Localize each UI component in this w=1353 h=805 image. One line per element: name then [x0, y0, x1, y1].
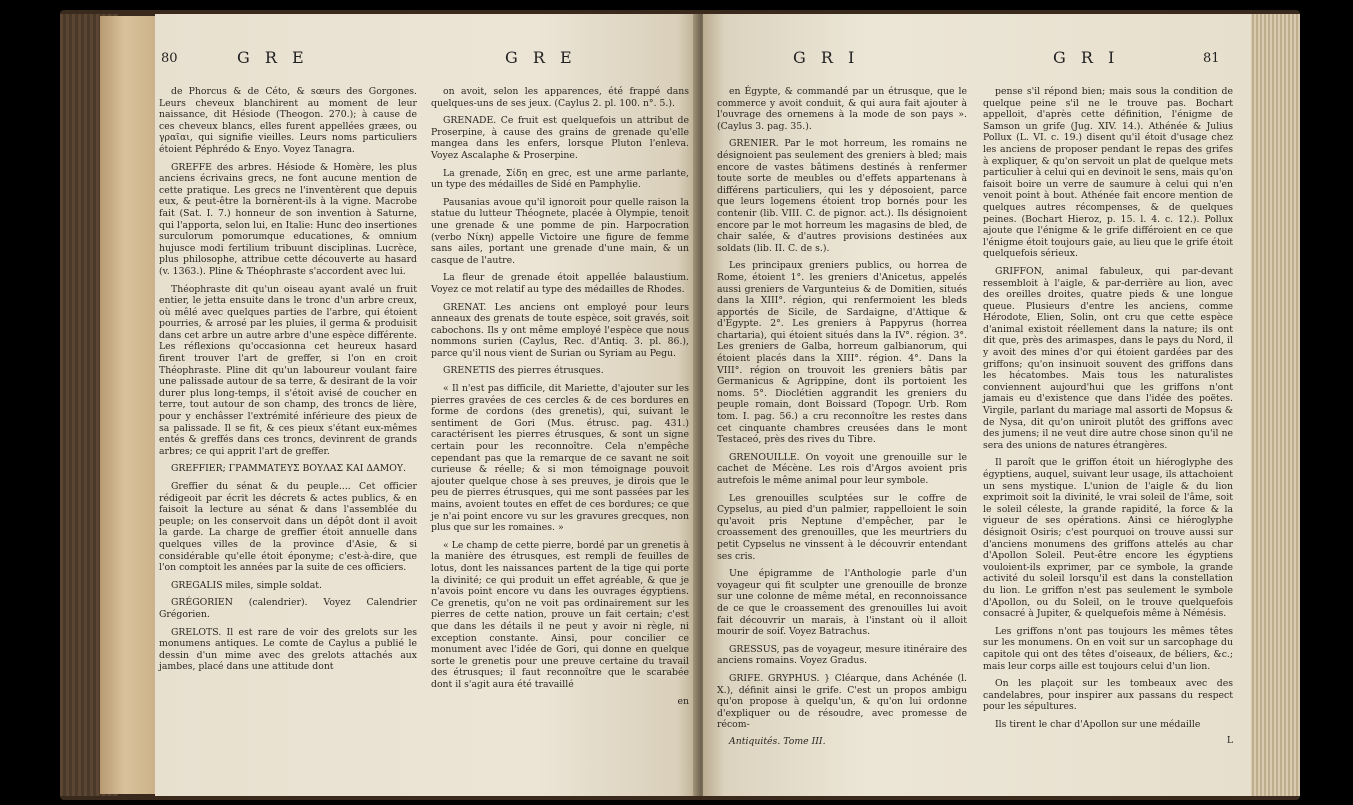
- right-page: [703, 14, 1251, 796]
- article-paragraph: La fleur de grenade étoit appellée balaustium. Voyez ce mot relatif au type des médailles de Rhodes.: [431, 272, 689, 295]
- signature-mark: L: [1226, 735, 1233, 747]
- article-paragraph: « Il n'est pas difficile, dit Mariette, d'ajouter sur les pierres gravées de ces cercles & de ces bordures en forme de cordons (des grenetis), qui, suivant le sentiment de Gori (Mus. étrusc. pag. 431.) caractérisent les pierres étrusques, & sont un signe certain pour les reconnoître. Cela n'empêche cependant pas que la remarque de ce savant ne soit curieuse & réelle; & si mon témoignage pouvoit ajouter quelque chose à ses preuves, je dirois que le peu de pierres étrusques, qui me sont passées par les mains, avoient toutes en effet de ces bordures; ce que je n'ai point encore vu sur les gravures grecques, non plus que sur les romaines. »: [431, 383, 689, 534]
- left-page: [155, 14, 700, 796]
- right-header-keyword-2: G R I: [1053, 48, 1120, 67]
- catchword: en: [677, 695, 689, 707]
- article-paragraph: GREFFE des arbres. Hésiode & Homère, les plus anciens écrivains grecs, ne font aucune mention de cette pratique. Les grecs ne l'inventèrent que depuis eux, & peut-être la bornèrent-ils à la vigne. Macrobe fait (Sat. I. 7.) honneur de son invention à Saturne, qui l'apporta, selon lui, en Italie: Hunc deo insertiones surculorum pomorumque educationes, & omnium hujusce modi fertilium tribuunt disciplinas. Lucrèce, plus philosophe, attribue cette découverte au hasard (v. 1363.). Pline & Théophraste s'accordent avec lui.: [159, 161, 417, 277]
- right-page-header: [703, 48, 1251, 70]
- article-paragraph: GRENETIS des pierres étrusques.: [443, 365, 604, 377]
- article-paragraph: pense s'il répond bien; mais sous la condition de quelque peine s'il ne le trouve pas. Bochart appelloit, d'après cette définition, l'énigme de Samson un grife (Jug. XIV. 14.). Athénée & Julius Pollux (L. VI. c. 19.) disent qu'il étoit d'usage chez les anciens de proposer pendant le repas des grifes à expliquer, & qu'on servoit un plat de quelque mets particulier à celui qui en devinoit le sens, mais qu'on faisoit boire un verre de saumure à celui qui n'en venoit point à bout. Athénée fait encore mention de quelques autres récompenses, & de quelques peines. (Bochart Hieroz, p. 15. l. 4. c. 12.). Pollux ajoute que l'énigme & le grife différoient en ce que l'énigme étoit toujours gaie, au lieu que le grife étoit quelquefois sérieux.: [983, 86, 1233, 260]
- article-paragraph: GREGALIS miles, simple soldat.: [171, 579, 322, 591]
- article-paragraph: « Le champ de cette pierre, bordé par un grenetis à la manière des étrusques, est rempli de feuilles de lotus, dont les naissances partent de la tige qui porte la divinité; ce qui produit un effet agréable, & que je n'avois point encore vu dans les ouvrages égyptiens. Ce grenetis, qu'on ne voit pas ordinairement sur les pierres de cette nation, prouve un fait certain; c'est que dans les détails il ne peut y avoir ni règle, ni exception constante. Ainsi, pour concilier ce monument avec l'idée de Gori, qui donne en quelque sorte le grenetis pour une preuve certaine du travail des étrusques; il faut reconnoître que le scarabée dont il s'agit aura été travaillé: [431, 539, 689, 690]
- right-header-keyword-1: G R I: [793, 48, 860, 67]
- article-paragraph: GRESSUS, pas de voyageur, mesure itinéraire des anciens romains. Voyez Gradus.: [717, 643, 967, 667]
- article-paragraph: Pausanias avoue qu'il ignoroit pour quelle raison la statue du lutteur Théognete, placée à Olympie, tenoit une grenade & une pomme de pin. Harpocration (verbo Νίκη) appelle Victoire une figure de femme sans ailes, portant une grenade d'une main, & un casque de l'autre.: [431, 196, 689, 266]
- article-paragraph: La grenade, Σίδη en grec, est une arme parlante, un type des médailles de Sidé en Pamphylie.: [431, 167, 689, 191]
- article-paragraph: Les griffons n'ont pas toujours les mêmes têtes sur les monumens. On en voit sur un sarcophage du capitole qui ont des têtes d'oiseaux, de béliers, &c.; mais leur corps aille est toujours celui d'un lion.: [983, 625, 1233, 672]
- right-page-stack: [1246, 14, 1300, 796]
- open-book: [60, 10, 1300, 800]
- article-paragraph: On les plaçoit sur les tombeaux avec des candelabres, pour inspirer aux passans du respect pour les sépultures.: [983, 678, 1233, 713]
- article-paragraph: Une épigramme de l'Anthologie parle d'un voyageur qui fit sculpter une grenouille de bronze sur une colonne de même métal, en reconnoissance de ce que le croassement des grenouilles lui avoit fait découvrir un marais, à l'instant où il alloit mourir de soif. Voyez Batrachus.: [717, 568, 967, 638]
- article-paragraph: GRIFFON, animal fabuleux, qui par-devant ressembloit à l'aigle, & par-derrière au lion, avec des oreilles droites, quatre pieds & une longue queue. Plusieurs d'entre les anciens, comme Hérodote, Elien, Solin, ont cru que cette espèce d'animal existoit réellement dans la nature; ils ont dit que, près des arimaspes, dans le pays du Nord, il y avoit des mines d'or qui étoient gardées par des griffons; qu'on insinuoit souvent des griffons dans les hécatombes. Mais tous les naturalistes conviennent aujourd'hui que les griffons n'ont jamais eu d'existence que dans l'idée des poëtes. Virgile, parlant du mariage mal assorti de Mopsus & de Nysa, dit qu'on uniroit plutôt des griffons avec des jumens; il ne veut dire autre chose sinon qu'il ne sera des unions de natures étrangères.: [983, 265, 1233, 451]
- article-paragraph: Théophraste dit qu'un oiseau ayant avalé un fruit entier, le jetta ensuite dans le tronc d'un arbre creux, où mêlé avec quelques parties de l'arbre, qui étoient pourries, & arrosé par les pluies, il germa & produisit dans cet arbre un autre arbre d'une espèce différente. Les réflexions qu'occasionna cet heureux hasard firent trouver l'art de greffer, si l'on en croit Théophraste. Pline dit qu'un laboureur voulant faire une palissade autour de sa terre, & desirant de la voir durer plus long-temps, il s'étoit avisé de coucher en terre, tout autour de son champ, des troncs de lière, pour y enchâsser l'extrémité inférieure des pieux de sa palissade. Il se fit, & ces pieux s'étant eux-mêmes entés & greffés dans ces troncs, devinrent de grands arbres; ce qui apprit l'art de greffer.: [159, 283, 417, 457]
- volume-signature: Antiquités. Tome III.: [729, 735, 826, 747]
- article-paragraph: GRIFE. GRYPHUS. } Cléarque, dans Achénée (l. X.), définit ainsi le grife. C'est un propos ambigu qu'on propose à quelqu'un, & qu'on lui ordonne d'expliquer ou de résoudre, avec promesse de récom-: [717, 672, 967, 731]
- left-page-number: 80: [161, 51, 178, 66]
- article-paragraph: GRELOTS. Il est rare de voir des grelots sur les monumens antiques. Le comte de Caylus a publié le dessin d'un mime avec des grelots attachés aux jambes, placé dans une attitude dont: [159, 626, 417, 673]
- article-paragraph: on avoit, selon les apparences, été frappé dans quelques-uns de ses jeux. (Caylus 2. pl. 100. n°. 5.).: [431, 86, 689, 109]
- article-paragraph: Les grenouilles sculptées sur le coffre de Cypselus, au pied d'un palmier, rappelloient le soin qu'avoit pris Neptune d'empêcher, par le croassement des grenouilles, que les meurtriers du petit Cypselus ne vinssent à le découvrir entendant ses cris.: [717, 492, 967, 562]
- article-paragraph: en Égypte, & commandé par un étrusque, que le commerce y avoit conduit, & qui aura fait ajouter à l'ouvrage des ornemens à la mode de son pays ». (Caylus 3. pag. 35.).: [717, 86, 967, 132]
- left-page-edge-strip: [100, 16, 162, 794]
- right-page-number: 81: [1203, 51, 1220, 66]
- article-paragraph: Greffier du sénat & du peuple.... Cet officier rédigeoit par écrit les décrets & actes publics, & en faisoit la lecture au sénat & dans l'assemblée du peuple; on les conservoit dans un dépôt dont il avoit la garde. La charge de greffier étoit annuelle dans quelques villes de la province d'Asie, & si considérable qu'elle étoit éponyme; c'est-à-dire, que l'on comptoit les années par la suite de ces officiers.: [159, 481, 417, 574]
- article-paragraph: GRENADE. Ce fruit est quelquefois un attribut de Proserpine, à cause des grains de grenade qu'elle mangea dans les enfers, lorsque Pluton l'enleva. Voyez Ascalaphe & Proserpine.: [431, 115, 689, 161]
- article-paragraph: GRENIER. Par le mot horreum, les romains ne désignoient pas seulement des greniers à bled; mais encore de vastes bâtimens destinés à renfermer toute sorte de meubles ou d'effets appartenans à différens particuliers, qui les y déposoient, parce que leurs logemens étoient trop bornés pour les contenir (lib. VIII. C. de pignor. act.). Ils désignoient encore par le mot horreum les magasins de bled, de chair salée, & d'autres provisions destinées aux soldats (lib. II. C. de s.).: [717, 138, 967, 254]
- left-page-column-2: [431, 80, 689, 707]
- left-page-column-1: [159, 80, 417, 678]
- article-paragraph: Ils tirent le char d'Apollon sur une médaille: [995, 718, 1201, 730]
- article-paragraph: GREFFIER; ΓΡΑΜΜΑΤΕΥΣ ΒΟΥΛΑΣ ΚΑΙ ΔΑΜΟΥ.: [171, 463, 406, 475]
- right-page-column-2: [983, 80, 1233, 747]
- article-paragraph: GRÉGORIEN (calendrier). Voyez Calendrier Grégorien.: [159, 597, 417, 620]
- right-page-column-1: [717, 80, 967, 752]
- article-paragraph: GRENAT. Les anciens ont employé pour leurs anneaux des grenats de toute espèce, soit gravés, soit cabochons. Ils y ont même employé l'espèce que nous nommons surien (Caylus, Rec. d'Antiq. 3. pl. 86.), parce qu'il nous vient de Surian ou Syriam au Pegu.: [431, 301, 689, 359]
- left-page-header: [155, 48, 700, 70]
- left-header-keyword-2: G R E: [505, 48, 577, 67]
- left-header-keyword-1: G R E: [237, 48, 309, 67]
- article-paragraph: Les principaux greniers publics, ou horrea de Rome, étoient 1°. les greniers d'Anicetus, appelés aussi greniers de Vargunteius & de Domitien, situés dans la XIII°. région, qui renfermoient les bleds apportés de Sicile, de Sardaigne, d'Attique & d'Égypte. 2°. Les greniers à Pappyrus (horrea chartaria), qui étoient situés dans la IV°. région. 3°. Les greniers de Galba, horreum galbianorum, qui étoient placés dans la XIII°. région. 4°. Dans la VIII°. région on trouvoit les greniers bâtis par Germanicus & Agrippine, dont ils portoient les noms. 5°. Dioclétien aggrandit les greniers du peuple romain, dont Boissard (Topogr. Urb. Rom tom. I. pag. 56.) a cru reconnoître les restes dans cet cinquante chambres creusées dans le mont Testaceó, près des rives du Tibre.: [717, 260, 967, 446]
- article-paragraph: Il paroît que le griffon étoit un hiéroglyphe des égyptiens, auquel, suivant leur usage, ils attachoient un sens mystique. L'union de l'aigle & du lion exprimoit soit la divinité, le vrai soleil de l'âme, soit le soleil céleste, la grande rapidité, la force & la vigueur de ses opérations. Ainsi ce hiéroglyphe désignoit Osiris; c'est pourquoi on trouve aussi sur d'anciens monumens des griffons attelés au char d'Apollon Soleil. Peut-être encore les égyptiens vouloient-ils exprimer, par ce symbole, la grande activité du soleil lorsqu'il est dans la constellation du lion. Le griffon n'est pas seulement le symbole d'Apollon, ou du Soleil, on le trouve quelquefois consacré à Jupiter, & quelquefois même à Némésis.: [983, 457, 1233, 620]
- article-paragraph: de Phorcus & de Céto, & sœurs des Gorgones. Leurs cheveux blanchirent au moment de leur naissance, dit Hésiode (Theogon. 270.); à cause de ces cheveux blancs, elles furent appellées græes, ou γραῖαι, qui signifie vieilles. Leurs noms particuliers étoient Péphrédo & Enyo. Voyez Tanagra.: [159, 86, 417, 155]
- article-paragraph: GRENOUILLE. On voyoit une grenouille sur le cachet de Mécène. Les rois d'Argos avoient pris autrefois le même animal pour leur symbole.: [717, 451, 967, 486]
